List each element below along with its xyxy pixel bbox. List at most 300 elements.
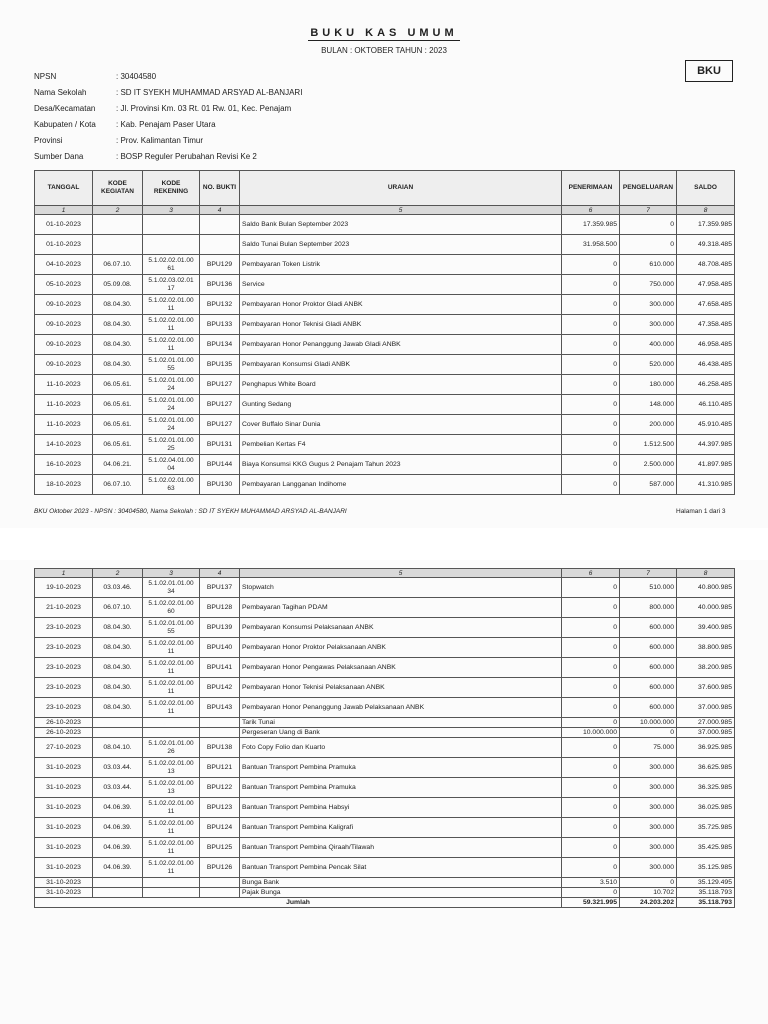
cell-saldo: 41.897.985 bbox=[677, 455, 735, 475]
table-row bbox=[35, 578, 735, 598]
cell-penerimaan: 0 bbox=[562, 658, 620, 678]
cell-no-bukti: BPU122 bbox=[200, 778, 240, 798]
cell-pengeluaran: 0 bbox=[620, 878, 677, 888]
cell-kode-kegiatan: 08.04.30. bbox=[93, 355, 143, 375]
cell-saldo: 47.658.485 bbox=[677, 295, 735, 315]
cell-kode-rekening: 5.1.02.02.01.00 11 bbox=[143, 315, 200, 335]
cell-kode-kegiatan bbox=[93, 878, 143, 888]
cell-pengeluaran: 0 bbox=[620, 728, 677, 738]
cell-pengeluaran: 800.000 bbox=[620, 598, 677, 618]
cell-pengeluaran: 600.000 bbox=[620, 618, 677, 638]
cell-no-bukti: BPU140 bbox=[200, 638, 240, 658]
cell-no-bukti bbox=[200, 888, 240, 898]
cell-kode-kegiatan: 03.03.44. bbox=[93, 778, 143, 798]
cell-uraian: Tarik Tunai bbox=[240, 718, 562, 728]
cell-kode-kegiatan: 08.04.30. bbox=[93, 698, 143, 718]
cell-kode-kegiatan bbox=[93, 235, 143, 255]
info-row bbox=[34, 116, 302, 132]
cell-no-bukti: BPU128 bbox=[200, 598, 240, 618]
cell-pengeluaran: 148.000 bbox=[620, 395, 677, 415]
cell-pengeluaran: 600.000 bbox=[620, 638, 677, 658]
cell-saldo: 37.000.985 bbox=[677, 698, 735, 718]
cell-pengeluaran: 180.000 bbox=[620, 375, 677, 395]
cell-kode-kegiatan: 03.03.44. bbox=[93, 758, 143, 778]
cell-no-bukti: BPU126 bbox=[200, 858, 240, 878]
cell-kode-rekening bbox=[143, 215, 200, 235]
cell-pengeluaran: 75.000 bbox=[620, 738, 677, 758]
document-page-2 bbox=[0, 560, 768, 1024]
cell-penerimaan: 0 bbox=[562, 475, 620, 495]
info-label: Provinsi bbox=[34, 135, 63, 145]
cell-uraian: Bantuan Transport Pembina Pencak Silat bbox=[240, 858, 562, 878]
cell-uraian: Bantuan Transport Pembina Qiraah/Tilawah bbox=[240, 838, 562, 858]
cell-penerimaan: 0 bbox=[562, 738, 620, 758]
cell-uraian: Pajak Bunga bbox=[240, 888, 562, 898]
cell-uraian: Pembayaran Tagihan PDAM bbox=[240, 598, 562, 618]
table-row bbox=[35, 778, 735, 798]
cell-penerimaan: 0 bbox=[562, 275, 620, 295]
col-header-penerimaan: PENERIMAAN bbox=[562, 171, 620, 206]
cell-saldo: 36.625.985 bbox=[677, 758, 735, 778]
cell-penerimaan: 0 bbox=[562, 838, 620, 858]
cell-pengeluaran: 510.000 bbox=[620, 578, 677, 598]
cell-saldo: 27.000.985 bbox=[677, 718, 735, 728]
table-row bbox=[35, 818, 735, 838]
cell-uraian: Pembayaran Konsumsi Pelaksanaan ANBK bbox=[240, 618, 562, 638]
cell-kode-kegiatan: 06.07.10. bbox=[93, 255, 143, 275]
cell-kode-kegiatan: 06.05.61. bbox=[93, 415, 143, 435]
table-row bbox=[35, 878, 735, 888]
cell-kode-kegiatan: 06.05.61. bbox=[93, 395, 143, 415]
cell-kode-rekening: 5.1.02.02.01.00 11 bbox=[143, 698, 200, 718]
col-header-pengeluaran: PENGELUARAN bbox=[620, 171, 677, 206]
page-indicator: Halaman 1 dari 3 bbox=[676, 508, 726, 515]
table-row bbox=[35, 295, 735, 315]
cell-tanggal: 31-10-2023 bbox=[35, 838, 93, 858]
cell-pengeluaran: 300.000 bbox=[620, 838, 677, 858]
info-value: : Kab. Penajam Paser Utara bbox=[116, 119, 216, 129]
cell-no-bukti bbox=[200, 215, 240, 235]
cell-no-bukti: BPU124 bbox=[200, 818, 240, 838]
info-label: Sumber Dana bbox=[34, 151, 84, 161]
cell-kode-rekening: 5.1.02.01.01.00 55 bbox=[143, 355, 200, 375]
cell-no-bukti: BPU133 bbox=[200, 315, 240, 335]
cell-tanggal: 18-10-2023 bbox=[35, 475, 93, 495]
cell-pengeluaran: 200.000 bbox=[620, 415, 677, 435]
table-row bbox=[35, 598, 735, 618]
cell-pengeluaran: 400.000 bbox=[620, 335, 677, 355]
cell-kode-rekening: 5.1.02.02.01.00 11 bbox=[143, 658, 200, 678]
cell-saldo: 44.397.985 bbox=[677, 435, 735, 455]
cell-pengeluaran: 610.000 bbox=[620, 255, 677, 275]
cell-tanggal: 09-10-2023 bbox=[35, 355, 93, 375]
cell-penerimaan: 10.000.000 bbox=[562, 728, 620, 738]
table-row bbox=[35, 728, 735, 738]
cell-penerimaan: 31.958.500 bbox=[562, 235, 620, 255]
total-saldo: 35.118.793 bbox=[677, 898, 735, 908]
info-label: Nama Sekolah bbox=[34, 87, 87, 97]
cell-pengeluaran: 600.000 bbox=[620, 698, 677, 718]
table-header-row bbox=[35, 171, 735, 206]
cell-no-bukti bbox=[200, 718, 240, 728]
cell-uraian: Pembelian Kertas F4 bbox=[240, 435, 562, 455]
cell-pengeluaran: 10.702 bbox=[620, 888, 677, 898]
cell-kode-kegiatan: 03.03.46. bbox=[93, 578, 143, 598]
info-row bbox=[34, 132, 302, 148]
cell-kode-rekening: 5.1.02.01.01.00 24 bbox=[143, 375, 200, 395]
cell-penerimaan: 0 bbox=[562, 335, 620, 355]
cell-kode-rekening: 5.1.02.01.01.00 26 bbox=[143, 738, 200, 758]
cell-pengeluaran: 300.000 bbox=[620, 798, 677, 818]
cell-kode-rekening: 5.1.02.02.01.00 11 bbox=[143, 858, 200, 878]
col-number: 2 bbox=[93, 569, 143, 578]
cell-no-bukti: BPU121 bbox=[200, 758, 240, 778]
col-number: 4 bbox=[200, 206, 240, 215]
table-row bbox=[35, 435, 735, 455]
cell-penerimaan: 3.510 bbox=[562, 878, 620, 888]
cell-tanggal: 31-10-2023 bbox=[35, 758, 93, 778]
table-row bbox=[35, 638, 735, 658]
cell-saldo: 41.310.985 bbox=[677, 475, 735, 495]
cell-uraian: Foto Copy Folio dan Kuarto bbox=[240, 738, 562, 758]
cell-penerimaan: 0 bbox=[562, 858, 620, 878]
cell-no-bukti: BPU138 bbox=[200, 738, 240, 758]
col-number: 5 bbox=[240, 569, 562, 578]
col-number: 2 bbox=[93, 206, 143, 215]
cell-no-bukti: BPU127 bbox=[200, 415, 240, 435]
cell-penerimaan: 0 bbox=[562, 758, 620, 778]
cell-uraian: Gunting Sedang bbox=[240, 395, 562, 415]
title-underline bbox=[308, 40, 460, 41]
cell-kode-rekening: 5.1.02.01.01.00 24 bbox=[143, 415, 200, 435]
cell-kode-kegiatan: 04.06.39. bbox=[93, 858, 143, 878]
cell-tanggal: 21-10-2023 bbox=[35, 598, 93, 618]
cell-penerimaan: 0 bbox=[562, 638, 620, 658]
document-title: BUKU KAS UMUM bbox=[310, 27, 458, 39]
cell-tanggal: 16-10-2023 bbox=[35, 455, 93, 475]
info-row bbox=[34, 148, 302, 164]
cell-kode-rekening: 5.1.02.02.01.00 11 bbox=[143, 798, 200, 818]
cell-tanggal: 09-10-2023 bbox=[35, 295, 93, 315]
cell-kode-rekening: 5.1.02.01.01.00 34 bbox=[143, 578, 200, 598]
col-header-no-bukti: NO. BUKTI bbox=[200, 171, 240, 206]
info-row bbox=[34, 84, 302, 100]
cell-kode-kegiatan bbox=[93, 728, 143, 738]
cell-saldo: 35.725.985 bbox=[677, 818, 735, 838]
cell-no-bukti: BPU135 bbox=[200, 355, 240, 375]
info-label: NPSN bbox=[34, 71, 57, 81]
cell-uraian: Pembayaran Honor Proktor Pelaksanaan ANBK bbox=[240, 638, 562, 658]
cell-no-bukti: BPU130 bbox=[200, 475, 240, 495]
cell-tanggal: 09-10-2023 bbox=[35, 335, 93, 355]
cell-penerimaan: 0 bbox=[562, 778, 620, 798]
cell-kode-kegiatan: 08.04.10. bbox=[93, 738, 143, 758]
cell-uraian: Bantuan Transport Pembina Habsyi bbox=[240, 798, 562, 818]
table-row bbox=[35, 798, 735, 818]
cell-saldo: 17.359.985 bbox=[677, 215, 735, 235]
col-number: 6 bbox=[562, 206, 620, 215]
cell-tanggal: 09-10-2023 bbox=[35, 315, 93, 335]
cell-no-bukti bbox=[200, 878, 240, 888]
table-row bbox=[35, 455, 735, 475]
col-number: 1 bbox=[35, 206, 93, 215]
cell-saldo: 36.025.985 bbox=[677, 798, 735, 818]
cell-kode-rekening: 5.1.02.02.01.00 11 bbox=[143, 638, 200, 658]
cell-saldo: 47.958.485 bbox=[677, 275, 735, 295]
cell-penerimaan: 17.359.985 bbox=[562, 215, 620, 235]
bku-badge: BKU bbox=[685, 60, 733, 82]
table-row bbox=[35, 698, 735, 718]
table-row bbox=[35, 335, 735, 355]
table-row bbox=[35, 215, 735, 235]
cell-kode-kegiatan: 06.07.10. bbox=[93, 475, 143, 495]
cell-penerimaan: 0 bbox=[562, 455, 620, 475]
cell-pengeluaran: 587.000 bbox=[620, 475, 677, 495]
cell-pengeluaran: 600.000 bbox=[620, 678, 677, 698]
cell-uraian: Saldo Bank Bulan September 2023 bbox=[240, 215, 562, 235]
cell-kode-rekening: 5.1.02.02.01.00 13 bbox=[143, 778, 200, 798]
cell-tanggal: 01-10-2023 bbox=[35, 215, 93, 235]
cell-uraian: Pembayaran Token Listrik bbox=[240, 255, 562, 275]
cell-uraian: Bantuan Transport Pembina Kaligrafi bbox=[240, 818, 562, 838]
cell-penerimaan: 0 bbox=[562, 578, 620, 598]
col-number: 3 bbox=[143, 206, 200, 215]
cell-saldo: 36.325.985 bbox=[677, 778, 735, 798]
cell-kode-kegiatan bbox=[93, 215, 143, 235]
cell-no-bukti: BPU143 bbox=[200, 698, 240, 718]
cell-pengeluaran: 2.500.000 bbox=[620, 455, 677, 475]
table-row bbox=[35, 718, 735, 728]
cell-saldo: 47.358.485 bbox=[677, 315, 735, 335]
cell-uraian: Service bbox=[240, 275, 562, 295]
cell-uraian: Pembayaran Konsumsi Gladi ANBK bbox=[240, 355, 562, 375]
column-number-row bbox=[35, 206, 735, 215]
col-number: 4 bbox=[200, 569, 240, 578]
cell-penerimaan: 0 bbox=[562, 355, 620, 375]
footer-note: BKU Oktober 2023 - NPSN : 30404580, Nama Sekolah : SD IT SYEKH MUHAMMAD ARSYAD AL-BANJARI bbox=[34, 508, 347, 515]
col-header-kode-rekening: KODE REKENING bbox=[143, 171, 200, 206]
cell-tanggal: 31-10-2023 bbox=[35, 858, 93, 878]
cell-tanggal: 23-10-2023 bbox=[35, 698, 93, 718]
cell-penerimaan: 0 bbox=[562, 315, 620, 335]
col-number: 7 bbox=[620, 206, 677, 215]
table-row bbox=[35, 678, 735, 698]
cell-tanggal: 14-10-2023 bbox=[35, 435, 93, 455]
cell-uraian: Penghapus White Board bbox=[240, 375, 562, 395]
cell-uraian: Bantuan Transport Pembina Pramuka bbox=[240, 758, 562, 778]
cell-tanggal: 04-10-2023 bbox=[35, 255, 93, 275]
cell-kode-kegiatan: 06.05.61. bbox=[93, 435, 143, 455]
cell-pengeluaran: 0 bbox=[620, 215, 677, 235]
cell-kode-kegiatan: 04.06.39. bbox=[93, 838, 143, 858]
cell-kode-kegiatan: 08.04.30. bbox=[93, 638, 143, 658]
info-label: Desa/Kecamatan bbox=[34, 103, 96, 113]
cell-no-bukti: BPU125 bbox=[200, 838, 240, 858]
cell-saldo: 35.125.985 bbox=[677, 858, 735, 878]
cell-uraian: Bunga Bank bbox=[240, 878, 562, 888]
ledger-body-page-1 bbox=[35, 215, 735, 495]
cell-saldo: 35.129.495 bbox=[677, 878, 735, 888]
cell-kode-kegiatan: 08.04.30. bbox=[93, 335, 143, 355]
cell-kode-rekening: 5.1.02.02.01.00 11 bbox=[143, 678, 200, 698]
cell-no-bukti: BPU129 bbox=[200, 255, 240, 275]
cell-pengeluaran: 520.000 bbox=[620, 355, 677, 375]
cell-kode-rekening bbox=[143, 878, 200, 888]
cell-uraian: Pembayaran Langganan Indihome bbox=[240, 475, 562, 495]
cell-kode-rekening bbox=[143, 235, 200, 255]
ledger-body-page-2 bbox=[35, 578, 735, 898]
info-value: : SD IT SYEKH MUHAMMAD ARSYAD AL-BANJARI bbox=[116, 87, 303, 97]
table-row bbox=[35, 618, 735, 638]
cell-saldo: 40.000.985 bbox=[677, 598, 735, 618]
table-row bbox=[35, 255, 735, 275]
col-header-saldo: SALDO bbox=[677, 171, 735, 206]
cell-uraian: Pergeseran Uang di Bank bbox=[240, 728, 562, 738]
col-header-tanggal: TANGGAL bbox=[35, 171, 93, 206]
cell-pengeluaran: 0 bbox=[620, 235, 677, 255]
cell-penerimaan: 0 bbox=[562, 255, 620, 275]
cell-saldo: 46.258.485 bbox=[677, 375, 735, 395]
cell-kode-rekening: 5.1.02.02.01.00 60 bbox=[143, 598, 200, 618]
cell-tanggal: 05-10-2023 bbox=[35, 275, 93, 295]
cell-uraian: Pembayaran Honor Pengawas Pelaksanaan ANBK bbox=[240, 658, 562, 678]
cell-pengeluaran: 1.512.500 bbox=[620, 435, 677, 455]
cell-tanggal: 19-10-2023 bbox=[35, 578, 93, 598]
col-header-kode-kegiatan: KODE KEGIATAN bbox=[93, 171, 143, 206]
cell-saldo: 38.200.985 bbox=[677, 658, 735, 678]
cell-kode-rekening: 5.1.02.04.01.00 04 bbox=[143, 455, 200, 475]
cell-kode-rekening: 5.1.02.02.01.00 11 bbox=[143, 818, 200, 838]
cell-kode-rekening: 5.1.02.02.01.00 13 bbox=[143, 758, 200, 778]
cell-pengeluaran: 600.000 bbox=[620, 658, 677, 678]
cell-uraian: Bantuan Transport Pembina Pramuka bbox=[240, 778, 562, 798]
cell-penerimaan: 0 bbox=[562, 375, 620, 395]
cell-kode-rekening: 5.1.02.02.01.00 11 bbox=[143, 838, 200, 858]
document-subtitle: BULAN : OKTOBER TAHUN : 2023 bbox=[321, 46, 447, 55]
cell-no-bukti: BPU136 bbox=[200, 275, 240, 295]
cell-kode-kegiatan: 08.04.30. bbox=[93, 678, 143, 698]
cell-pengeluaran: 10.000.000 bbox=[620, 718, 677, 728]
cell-saldo: 35.425.985 bbox=[677, 838, 735, 858]
table-row bbox=[35, 375, 735, 395]
cell-kode-rekening: 5.1.02.02.01.00 11 bbox=[143, 335, 200, 355]
cell-uraian: Saldo Tunai Bulan September 2023 bbox=[240, 235, 562, 255]
cell-pengeluaran: 300.000 bbox=[620, 818, 677, 838]
cell-no-bukti: BPU144 bbox=[200, 455, 240, 475]
table-row bbox=[35, 395, 735, 415]
cell-tanggal: 23-10-2023 bbox=[35, 618, 93, 638]
total-penerimaan: 59.321.995 bbox=[562, 898, 620, 908]
cell-kode-kegiatan: 04.06.39. bbox=[93, 818, 143, 838]
cell-tanggal: 26-10-2023 bbox=[35, 728, 93, 738]
cell-no-bukti bbox=[200, 235, 240, 255]
cell-saldo: 46.110.485 bbox=[677, 395, 735, 415]
cell-saldo: 49.318.485 bbox=[677, 235, 735, 255]
cell-saldo: 46.958.485 bbox=[677, 335, 735, 355]
total-label: Jumlah bbox=[35, 898, 562, 908]
cell-kode-rekening: 5.1.02.02.01.00 61 bbox=[143, 255, 200, 275]
column-number-row bbox=[35, 569, 735, 578]
table-row bbox=[35, 658, 735, 678]
cell-uraian: Cover Buffalo Sinar Dunia bbox=[240, 415, 562, 435]
cell-tanggal: 11-10-2023 bbox=[35, 415, 93, 435]
info-value: : Prov. Kalimantan Timur bbox=[116, 135, 203, 145]
table-row bbox=[35, 275, 735, 295]
cell-no-bukti: BPU127 bbox=[200, 395, 240, 415]
cell-tanggal: 31-10-2023 bbox=[35, 818, 93, 838]
cell-kode-rekening: 5.1.02.01.01.00 55 bbox=[143, 618, 200, 638]
cell-kode-kegiatan: 08.04.30. bbox=[93, 618, 143, 638]
cell-saldo: 35.118.793 bbox=[677, 888, 735, 898]
info-value: : BOSP Reguler Perubahan Revisi Ke 2 bbox=[116, 151, 257, 161]
cell-tanggal: 31-10-2023 bbox=[35, 888, 93, 898]
cell-tanggal: 23-10-2023 bbox=[35, 658, 93, 678]
cell-kode-kegiatan: 06.07.10. bbox=[93, 598, 143, 618]
cell-kode-rekening bbox=[143, 888, 200, 898]
cell-saldo: 48.708.485 bbox=[677, 255, 735, 275]
cell-penerimaan: 0 bbox=[562, 718, 620, 728]
cell-saldo: 36.925.985 bbox=[677, 738, 735, 758]
cell-saldo: 45.910.485 bbox=[677, 415, 735, 435]
cell-saldo: 38.800.985 bbox=[677, 638, 735, 658]
cell-tanggal: 23-10-2023 bbox=[35, 638, 93, 658]
cell-penerimaan: 0 bbox=[562, 415, 620, 435]
cell-penerimaan: 0 bbox=[562, 698, 620, 718]
cell-penerimaan: 0 bbox=[562, 435, 620, 455]
total-pengeluaran: 24.203.202 bbox=[620, 898, 677, 908]
cell-uraian: Pembayaran Honor Teknisi Gladi ANBK bbox=[240, 315, 562, 335]
col-header-uraian: URAIAN bbox=[240, 171, 562, 206]
cell-no-bukti: BPU142 bbox=[200, 678, 240, 698]
cell-no-bukti: BPU141 bbox=[200, 658, 240, 678]
info-row bbox=[34, 68, 302, 84]
cell-tanggal: 26-10-2023 bbox=[35, 718, 93, 728]
table-row bbox=[35, 758, 735, 778]
cell-no-bukti: BPU132 bbox=[200, 295, 240, 315]
cell-tanggal: 01-10-2023 bbox=[35, 235, 93, 255]
cell-tanggal: 31-10-2023 bbox=[35, 878, 93, 888]
cell-no-bukti: BPU131 bbox=[200, 435, 240, 455]
page-gap bbox=[0, 528, 768, 560]
col-number: 3 bbox=[143, 569, 200, 578]
cell-kode-rekening: 5.1.02.01.01.00 25 bbox=[143, 435, 200, 455]
table-row bbox=[35, 858, 735, 878]
info-row bbox=[34, 100, 302, 116]
cell-kode-kegiatan: 05.09.08. bbox=[93, 275, 143, 295]
cell-no-bukti: BPU134 bbox=[200, 335, 240, 355]
ledger-table bbox=[34, 170, 735, 495]
cell-saldo: 39.400.985 bbox=[677, 618, 735, 638]
cell-no-bukti bbox=[200, 728, 240, 738]
cell-saldo: 40.800.985 bbox=[677, 578, 735, 598]
col-number: 8 bbox=[677, 206, 735, 215]
cell-kode-rekening bbox=[143, 718, 200, 728]
total-row bbox=[35, 898, 735, 908]
cell-saldo: 37.600.985 bbox=[677, 678, 735, 698]
table-row bbox=[35, 838, 735, 858]
cell-tanggal: 11-10-2023 bbox=[35, 375, 93, 395]
cell-penerimaan: 0 bbox=[562, 618, 620, 638]
cell-uraian: Pembayaran Honor Penanggung Jawab Gladi ANBK bbox=[240, 335, 562, 355]
table-row bbox=[35, 415, 735, 435]
cell-uraian: Pembayaran Honor Teknisi Pelaksanaan ANBK bbox=[240, 678, 562, 698]
cell-kode-kegiatan: 06.05.61. bbox=[93, 375, 143, 395]
cell-kode-rekening: 5.1.02.01.01.00 24 bbox=[143, 395, 200, 415]
cell-penerimaan: 0 bbox=[562, 395, 620, 415]
cell-pengeluaran: 750.000 bbox=[620, 275, 677, 295]
table-row bbox=[35, 235, 735, 255]
school-info bbox=[34, 68, 302, 164]
